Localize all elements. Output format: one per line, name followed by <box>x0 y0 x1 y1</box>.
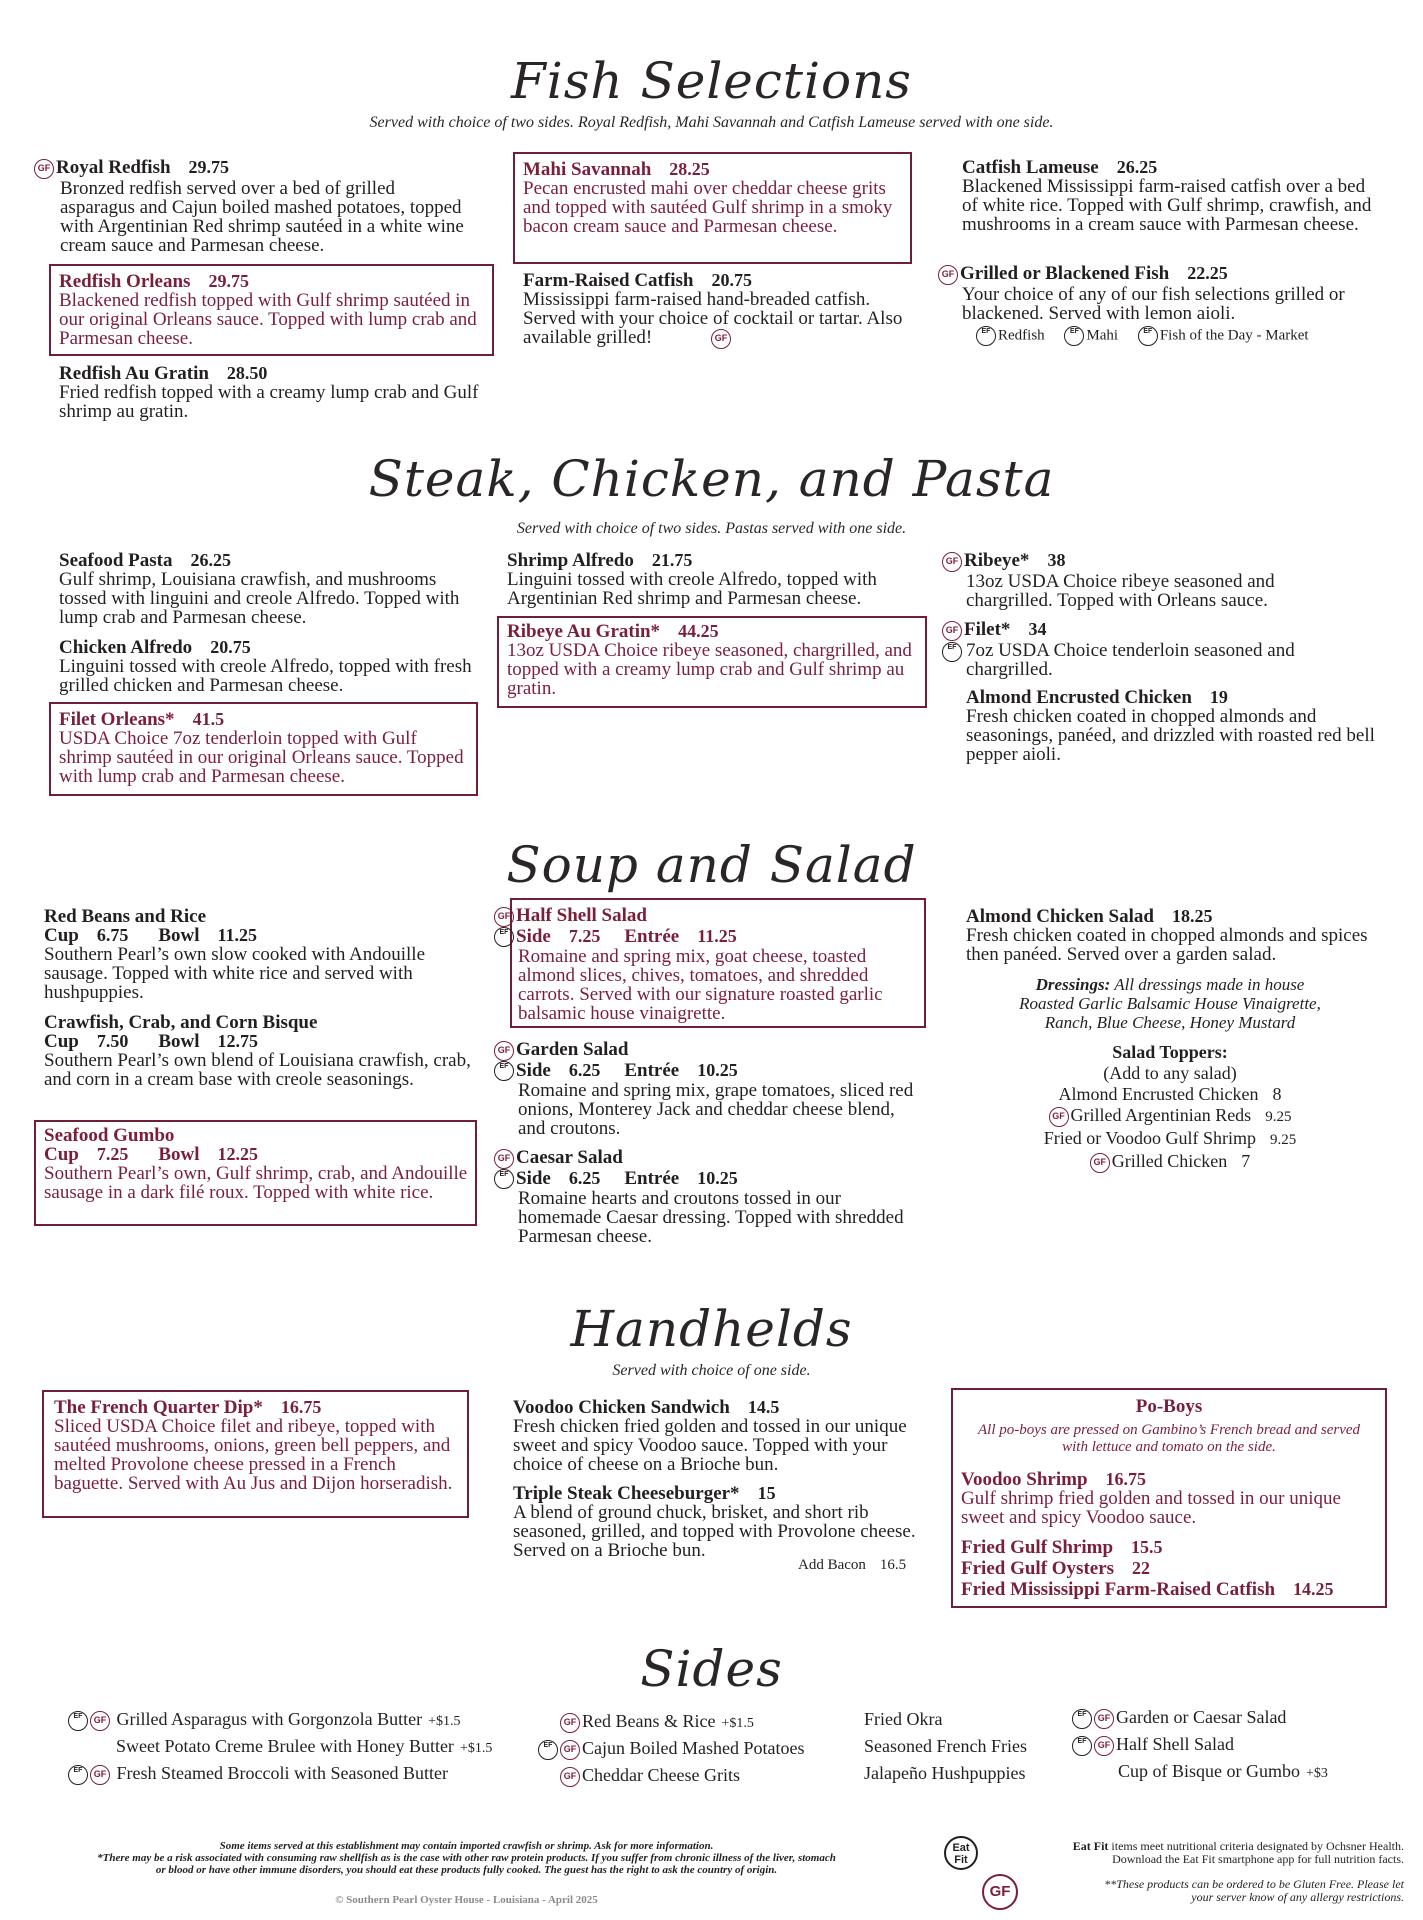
gluten-free-icon: GF <box>560 1713 580 1733</box>
eat-fit-icon: EF <box>1138 326 1158 346</box>
gluten-free-icon: GF <box>938 265 958 285</box>
gluten-free-icon: GF <box>90 1711 110 1731</box>
dressings-info: Dressings: All dressings made in house Roasted Garlic Balsamic House Vinaigrette, Ranch, Blue Cheese, Honey Mustard <box>1019 975 1321 1032</box>
gluten-free-icon: GF <box>494 1041 514 1061</box>
gluten-free-icon: GF <box>34 159 54 179</box>
gluten-free-icon: GF <box>942 621 962 641</box>
menu-item-ribeye: GF Ribeye* 38 13oz USDA Choice ribeye seasoned and chargrilled. Topped with Orleans sauce. <box>942 551 1362 610</box>
gluten-free-icon: GF <box>1049 1107 1069 1127</box>
menu-item-almond-encrusted-chicken: Almond Encrusted Chicken 19 Fresh chicken coated in chopped almonds and seasonings, panéed, and drizzled with roasted red bell pepper aioli. <box>966 687 1375 765</box>
menu-item-seafood-pasta: Seafood Pasta 26.25 Gulf shrimp, Louisiana crawfish, and mushrooms tossed with linguini and creole Alfredo. Topped with lump crab and Parmesan cheese. <box>59 550 460 628</box>
eat-fit-icon: EF <box>494 1169 514 1189</box>
fish-options: EF Redfish EF Mahi EF Fish of the Day - Market <box>976 326 1378 346</box>
menu-item-voodoo-shrimp: Voodoo Shrimp 16.75 Gulf shrimp fried golden and tossed in our unique sweet and spicy Voodoo sauce. <box>961 1469 1341 1528</box>
menu-item-triple-steak-cheeseburger: Triple Steak Cheeseburger* 15 A blend of ground chuck, brisket, and short rib seasoned, grilled, and topped with Provolone cheese. Served on a Brioche bun. Add Bacon 16.5 <box>513 1483 916 1573</box>
side-item-half-shell-salad: EF GF Half Shell Salad <box>1072 1731 1234 1757</box>
side-item-red-beans-rice: GF Red Beans & Rice +$1.5 <box>560 1708 754 1737</box>
menu-item-almond-chicken-salad: Almond Chicken Salad 18.25 Fresh chicken coated in chopped almonds and spices then panéed. Served over a garden salad. <box>966 906 1368 965</box>
eat-fit-icon: EF <box>1064 326 1084 346</box>
side-item-steamed-broccoli: EF GF Fresh Steamed Broccoli with Seasoned Butter <box>68 1760 448 1786</box>
side-item-fried-okra: Fried Okra <box>864 1709 943 1729</box>
side-item-cheddar-grits: GF Cheddar Cheese Grits <box>560 1762 740 1788</box>
menu-item-filet-orleans: Filet Orleans* 41.5 USDA Choice 7oz tenderloin topped with Gulf shrimp sautéed in our original Orleans sauce. Topped with lump crab and Parmesan cheese. <box>59 709 464 787</box>
side-item-french-fries: Seasoned French Fries <box>864 1736 1027 1756</box>
gluten-free-logo-icon: GF <box>982 1874 1018 1910</box>
gluten-free-icon: GF <box>1090 1153 1110 1173</box>
menu-item-mahi-savannah: Mahi Savannah 28.25 Pecan encrusted mahi over cheddar cheese grits and topped with sautéed Gulf shrimp in a smoky bacon cream sauce and Parmesan cheese. <box>523 159 893 237</box>
footer-disclaimer: Some items served at this establishment may contain imported crawfish or shrimp. Ask for more information. *There may be a risk associated with consuming raw shellfish as is the case with other raw protein products. If you suffer from chronic illness of the liver, stomach or blood or have other immune disorders, you should eat these products fully cooked. The guest has the right to ask the country of origin. <box>97 1840 836 1876</box>
menu-item-grilled-blackened-fish: GF Grilled or Blackened Fish 22.25 Your choice of any of our fish selections grilled or blackened. Served with lemon aioli. EF Redfish EF Mahi EF Fish of the Day - Market <box>938 264 1378 346</box>
menu-item-french-quarter-dip: The French Quarter Dip* 16.75 Sliced USDA Choice filet and ribeye, topped with sautéed mushrooms, onions, green bell peppers, and melted Provolone cheese pressed in a French baguette. Served with Au Jus and Dijon horseradish. <box>54 1397 453 1494</box>
eat-fit-icon: EF <box>1072 1736 1092 1756</box>
fish-section-subtitle: Served with choice of two sides. Royal Redfish, Mahi Savannah and Catfish Lameuse served with one side. <box>369 114 1054 131</box>
sides-section-title: Sides <box>640 1640 783 1698</box>
menu-item-shrimp-alfredo: Shrimp Alfredo 21.75 Linguini tossed with creole Alfredo, topped with Argentinian Red shrimp and Parmesan cheese. <box>507 550 877 609</box>
eat-fit-icon: EF <box>68 1711 88 1731</box>
po-boy-list: Fried Gulf Shrimp 15.5 Fried Gulf Oysters 22 Fried Mississippi Farm-Raised Catfish 14.25 <box>961 1537 1334 1600</box>
side-item-grilled-asparagus: EF GF Grilled Asparagus with Gorgonzola Butter +$1.5 <box>68 1706 461 1735</box>
gluten-free-icon: GF <box>494 1149 514 1169</box>
soup-section-title: Soup and Salad <box>506 836 917 894</box>
side-item-hushpuppies: Jalapeño Hushpuppies <box>864 1763 1026 1783</box>
menu-item-seafood-gumbo: Seafood Gumbo Cup 7.25 Bowl 12.25 Southern Pearl’s own, Gulf shrimp, crab, and Andouille sausage in a dark filé roux. Topped with white rice. <box>44 1125 468 1203</box>
handhelds-section-subtitle: Served with choice of one side. <box>612 1362 811 1379</box>
add-bacon-option: Add Bacon 16.5 <box>798 1557 907 1573</box>
menu-item-ribeye-au-gratin: Ribeye Au Gratin* 44.25 13oz USDA Choice ribeye seasoned, chargrilled, and topped with a creamy lump crab and Gulf shrimp au gratin. <box>507 621 912 699</box>
handhelds-section-title: Handhelds <box>570 1300 853 1358</box>
menu-item-half-shell-salad: GF Half Shell Salad EF Side 7.25 Entrée 11.25 Romaine and spring mix, goat cheese, toasted almond slices, chives, tomatoes, and shredded carrots. Served with our signature roasted garlic balsamic house vinaigrette. <box>494 906 919 1023</box>
footer-eat-fit-note: Eat Fit items meet nutritional criteria designated by Ochsner Health. Download the Eat Fit smartphone app for full nutrition facts. <box>1072 1839 1404 1866</box>
menu-item-caesar-salad: GF Caesar Salad EF Side 6.25 Entrée 10.25 Romaine hearts and croutons tossed in our homemade Caesar dressing. Topped with shredded Parmesan cheese. <box>494 1148 924 1246</box>
menu-item-red-beans-rice: Red Beans and Rice Cup 6.75 Bowl 11.25 Southern Pearl’s own slow cooked with Andouille sausage. Topped with white rice and served with hushpuppies. <box>44 906 426 1003</box>
po-boys-section: Po-Boys All po-boys are pressed on Gambino’s French bread and served with lettuce and tomato on the side. Voodoo Shrimp 16.75 Gulf shrimp fried golden and tossed in our unique sweet and spicy Voodoo sauce. Fried Gulf Shrimp 15.5 Fried Gulf Oysters 22 Fried Mississippi Farm-Raised Catfish 14.25 <box>961 1396 1377 1600</box>
steak-section-title: Steak, Chicken, and Pasta <box>368 450 1055 508</box>
gluten-free-icon: GF <box>711 329 731 349</box>
gluten-free-icon: GF <box>560 1767 580 1787</box>
menu-item-redfish-au-gratin: Redfish Au Gratin 28.50 Fried redfish topped with a creamy lump crab and Gulf shrimp au gratin. <box>59 363 479 422</box>
eat-fit-logo-icon: Eat Fit <box>944 1836 978 1870</box>
side-item-bisque-gumbo: Cup of Bisque or Gumbo +$3 <box>1118 1761 1328 1781</box>
menu-item-chicken-alfredo: Chicken Alfredo 20.75 Linguini tossed with creole Alfredo, topped with fresh grilled chicken and Parmesan cheese. <box>59 637 472 696</box>
side-item-garden-caesar-salad: EF GF Garden or Caesar Salad <box>1072 1704 1286 1730</box>
eat-fit-icon: EF <box>494 927 514 947</box>
steak-section-subtitle: Served with choice of two sides. Pastas served with one side. <box>516 520 907 537</box>
footer-gluten-free-note: **These products can be ordered to be Gluten Free. Please let your server know of any allergy restrictions. <box>1104 1877 1404 1904</box>
menu-item-filet: GF Filet* 34 7oz USDA Choice tenderloin seasoned and chargrilled. EF <box>942 620 1362 679</box>
salad-toppers: Salad Toppers: (Add to any salad) Almond Encrusted Chicken 8 GF Grilled Argentinian Reds 9.25 Fried or Voodoo Gulf Shrimp 9.25 GF Grilled Chicken 7 <box>1043 1042 1297 1171</box>
eat-fit-icon: EF <box>494 1061 514 1081</box>
fish-section-title: Fish Selections <box>511 52 912 110</box>
menu-item-bisque: Crawfish, Crab, and Corn Bisque Cup 7.50 Bowl 12.75 Southern Pearl’s own blend of Louisiana crawfish, crab, and corn in a cream base with creole seasonings. <box>44 1012 471 1090</box>
gluten-free-icon: GF <box>494 907 514 927</box>
gluten-free-icon: GF <box>90 1765 110 1785</box>
gluten-free-icon: GF <box>1094 1709 1114 1729</box>
menu-item-redfish-orleans: Redfish Orleans 29.75 Blackened redfish topped with Gulf shrimp sautéed in our original Orleans sauce. Topped with lump crab and Parmesan cheese. <box>59 271 477 349</box>
footer-copyright: © Southern Pearl Oyster House - Louisiana - April 2025 <box>335 1894 598 1906</box>
eat-fit-icon: EF <box>1072 1709 1092 1729</box>
gluten-free-icon: GF <box>942 552 962 572</box>
menu-item-royal-redfish: GF Royal Redfish 29.75 Bronzed redfish served over a bed of grilled asparagus and Cajun boiled mashed potatoes, topped with Argentinian Red shrimp sautéed in a white wine cream sauce and Parmesan cheese. <box>34 158 474 255</box>
eat-fit-icon: EF <box>976 326 996 346</box>
gluten-free-icon: GF <box>1094 1736 1114 1756</box>
menu-item-garden-salad: GF Garden Salad EF Side 6.25 Entrée 10.25 Romaine and spring mix, grape tomatoes, sliced red onions, Monterey Jack and cheddar cheese blend, and croutons. <box>494 1040 924 1138</box>
eat-fit-icon: EF <box>942 642 962 662</box>
eat-fit-icon: EF <box>68 1765 88 1785</box>
menu-item-farm-raised-catfish: Farm-Raised Catfish 20.75 Mississippi farm-raised hand-breaded catfish. Served with your choice of cocktail or tartar. Also available grilled! GF <box>523 270 903 348</box>
menu-item-voodoo-chicken-sandwich: Voodoo Chicken Sandwich 14.5 Fresh chicken fried golden and tossed in our unique sweet and spicy Voodoo sauce. Topped with your choice of cheese on a Brioche bun. <box>513 1397 907 1475</box>
menu-item-catfish-lameuse: Catfish Lameuse 26.25 Blackened Mississippi farm-raised catfish over a bed of white rice. Topped with Gulf shrimp, crawfish, and mushrooms in a cream sauce with Parmesan cheese. <box>962 157 1372 235</box>
eat-fit-icon: EF <box>538 1740 558 1760</box>
gluten-free-icon: GF <box>560 1740 580 1760</box>
side-item-sweet-potato-brulee: Sweet Potato Creme Brulee with Honey Butter +$1.5 <box>116 1736 493 1756</box>
side-item-cajun-mashed-potatoes: EF GF Cajun Boiled Mashed Potatoes <box>538 1735 804 1761</box>
